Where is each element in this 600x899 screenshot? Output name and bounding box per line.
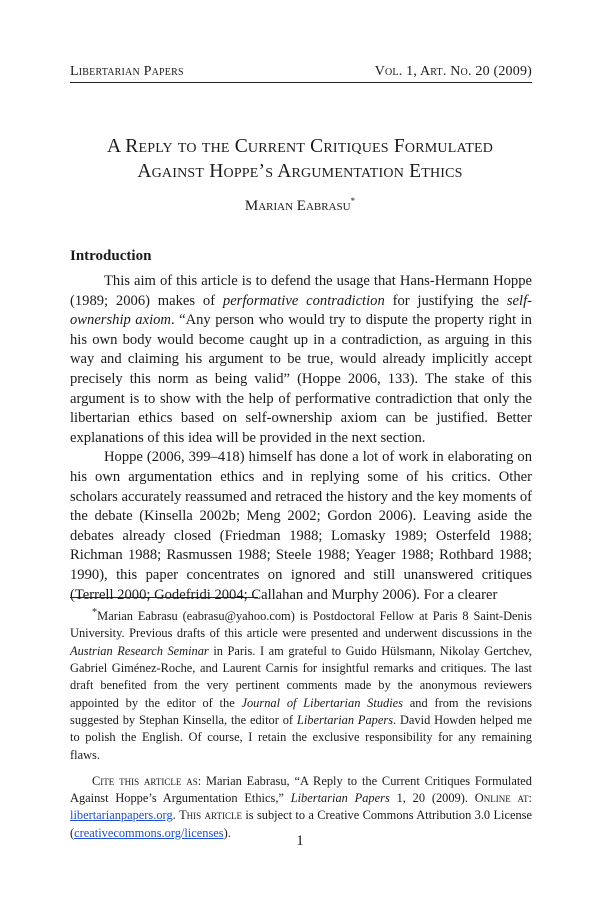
footnote-italic: Libertarian Papers — [296, 712, 394, 727]
footnote-divider — [70, 597, 258, 598]
section-heading: Introduction — [70, 248, 152, 264]
title-line-2: Against Hoppe’s Argumentation Ethics — [137, 161, 463, 182]
footnote-text: and from the revisions suggested by Stephan Kinsella, the editor of — [70, 695, 532, 727]
citation-text: 1, 20 (2009). — [389, 791, 475, 806]
paragraph-2: Hoppe (2006, 399–418) himself has done a lot of work in elaborating on his own argumentation ethics and in replying some of his critics. Other scholars accurately reassumed and retraced the history and the key moments of the debate (Kinsella 2002b; Meng 2002; Gordon 2006). Leaving aside the debates already closed (Friedman 1988; Lomasky 1989; Osterfeld 1988; Richman 1988; Rasmussen 1988; Steele 1988; Yeager 1988; Rothbard 1988; 1990), this paper concentrates on ignored and still unanswered critiques (Terrell 2000; Godefridi 2004; Callahan and Murphy 2006). For a clearer — [70, 449, 532, 603]
citation-text: . — [172, 808, 180, 823]
citation-label: Cite this article as: — [92, 773, 202, 788]
citation-block — [70, 773, 532, 842]
footnote-text: . David Howden helped me to polish the English. Of course, I retain the exclusive responsibility for any remaining flaws. — [70, 712, 532, 762]
citation-journal: Libertarian Papers — [290, 791, 390, 806]
citation-text: Marian Eabrasu, “A Reply to the Current Critiques Formulated Against Hoppe’s Argumentation Ethics,” — [70, 773, 532, 806]
paragraph-1 — [70, 272, 532, 448]
term-self-ownership-axiom: self-ownership axiom — [70, 292, 533, 329]
license-link[interactable]: creativecommons.org/licenses — [74, 825, 224, 840]
running-header — [70, 64, 532, 83]
title-line-1: A Reply to the Current Critiques Formulated — [106, 136, 494, 157]
page-number: 1 — [296, 833, 304, 849]
online-label: Online at: — [474, 791, 532, 806]
footnote-text: Marian Eabrasu (eabrasu@yahoo.com) is Postdoctoral Fellow at Paris 8 Saint-Denis University. Previous drafts of this article were presented and underwent discussions in the — [70, 609, 532, 641]
paragraph-1-text: This aim of this article is to defend the usage that Hans-Hermann Hoppe (1989; 2006) makes of — [70, 273, 532, 309]
body-text — [70, 272, 532, 605]
author-footnote-mark: * — [350, 196, 356, 206]
license-label: This article — [179, 808, 242, 823]
volume-info: Vol. 1, Art. No. 20 (2009) — [374, 64, 532, 79]
paragraph-1-text: for justifying the — [384, 292, 507, 309]
footnote-italic: Austrian Research Seminar — [70, 643, 209, 658]
footnotes — [70, 604, 532, 842]
journal-name: Libertarian Papers — [70, 64, 184, 79]
citation-text: is subject to a Creative Commons Attribution 3.0 License ( — [70, 808, 532, 840]
author-line — [0, 196, 600, 215]
journal-link[interactable]: libertarianpapers.org — [70, 808, 173, 823]
author-footnote — [70, 604, 532, 764]
footnote-text: in Paris. I am grateful to Guido Hülsmann, Nikolay Gertchev, Gabriel Giménez-Roche, and Laurent Carnis for insightful remarks and critiques. The last draft benefited from the very pertinent comments made by the anonymous reviewers appointed by the editor of the — [70, 643, 532, 710]
footnote-italic: Journal of Libertarian Studies — [241, 695, 403, 710]
paragraph-1-text: . “Any person who would try to dispute the property right in his own body would become caught up in a contradiction, as arguing in this way and claiming his argument to be true, would already implicitly accept precisely this norm as being valid” (Hoppe 2006, 133). The stake of this argument is to show with the help of performative contradiction that only the libertarian ethics based on self-ownership axiom can be justified. Better explanations of this idea will be provided in the next section. — [70, 312, 532, 446]
article-title — [60, 134, 540, 184]
citation-text: ). — [223, 825, 231, 840]
footnote-mark: * — [92, 607, 98, 618]
author-name: Marian Eabrasu — [244, 198, 351, 214]
term-performative-contradiction: performative contradiction — [222, 292, 385, 309]
